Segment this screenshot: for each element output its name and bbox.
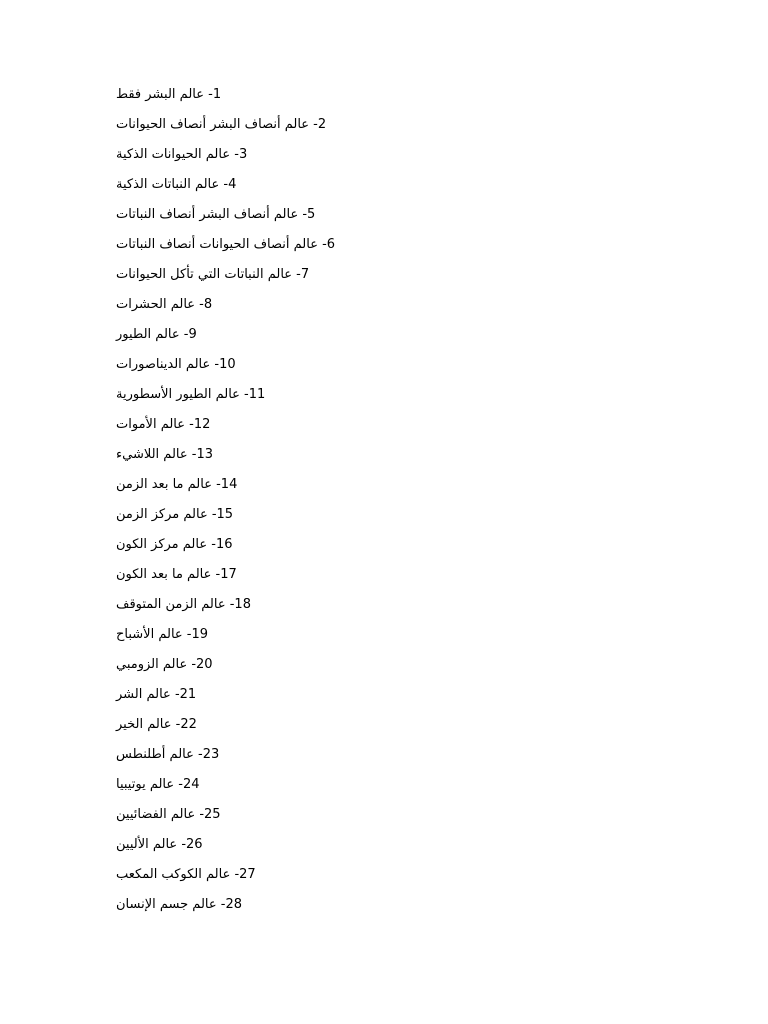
list-item: 28- عالم جسم الإنسان (116, 897, 242, 912)
list-item: 20- عالم الزومبي (116, 657, 213, 672)
list-item: 21- عالم الشر (116, 687, 197, 702)
list-item: 2- عالم أنصاف البشر أنصاف الحيوانات (116, 117, 327, 132)
list-item: 14- عالم ما بعد الزمن (116, 477, 238, 492)
list-item: 9- عالم الطيور (116, 327, 197, 342)
list-item: 13- عالم اللاشيء (116, 447, 214, 462)
list-item: 17- عالم ما بعد الكون (116, 567, 237, 582)
list-item: 8- عالم الحشرات (116, 297, 213, 312)
list-item: 12- عالم الأموات (116, 417, 211, 432)
list-item: 23- عالم أطلنطس (116, 747, 220, 762)
list-item: 1- عالم البشر فقط (116, 87, 222, 102)
list-item: 10- عالم الديناصورات (116, 357, 236, 372)
worlds-list (116, 85, 335, 925)
list-item: 22- عالم الخير (116, 717, 197, 732)
list-item: 19- عالم الأشباح (116, 627, 209, 642)
list-item: 4- عالم النباتات الذكية (116, 177, 237, 192)
list-item: 6- عالم أنصاف الحيوانات أنصاف النباتات (116, 237, 336, 252)
list-item: 18- عالم الزمن المتوقف (116, 597, 251, 612)
list-item: 27- عالم الكوكب المكعب (116, 867, 256, 882)
list-item: 16- عالم مركز الكون (116, 537, 233, 552)
list-item: 26- عالم الأليين (116, 837, 203, 852)
list-item: 15- عالم مركز الزمن (116, 507, 234, 522)
list-item: 5- عالم أنصاف البشر أنصاف النباتات (116, 207, 316, 222)
list-item: 24- عالم يوتيبيا (116, 777, 200, 792)
list-item: 25- عالم الفضائيين (116, 807, 221, 822)
list-item: 7- عالم النباتات التي تأكل الحيوانات (116, 267, 310, 282)
list-item: 3- عالم الحيوانات الذكية (116, 147, 248, 162)
list-item: 11- عالم الطيور الأسطورية (116, 387, 266, 402)
